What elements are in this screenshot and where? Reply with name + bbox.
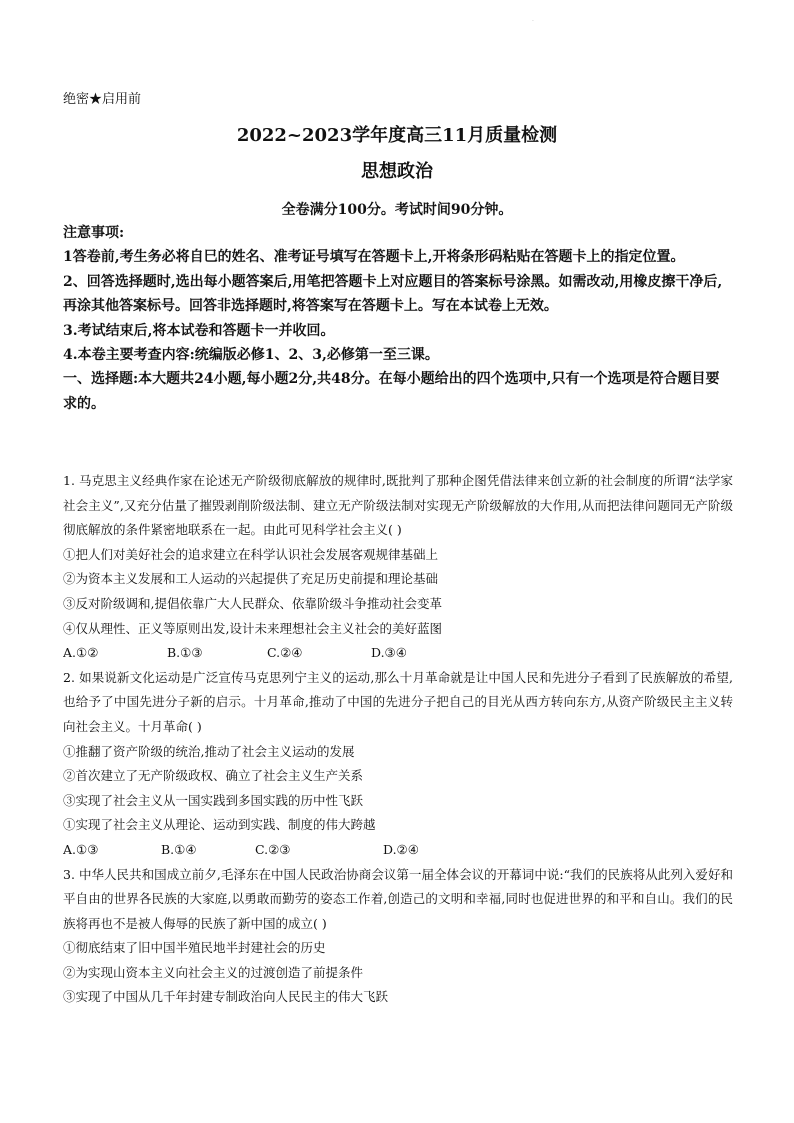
question-1-stem: 1. 马克思主义经典作家在论述无产阶级彻底解放的规律时,既批判了那种企图凭借法律来创立新的社会制度的所谓“法学家社会主义”,又充分估量了摧毁剥削阶级法制、建立无产阶级法制对实现无产阶级解放的大作用,从而把法律问题同无产阶级彻底解放的条件紧密地联系在一起。由此可见科学社会主义( ) — [63, 473, 733, 538]
choice-c: C.②④ — [267, 645, 303, 661]
question-1-option: ②为资本主义发展和工人运动的兴起提供了充足历史前提和理论基础 — [63, 571, 439, 587]
choice-d: D.②④ — [383, 841, 419, 857]
question-3-option: ①彻底结束了旧中国半殖民地半封建社会的历史 — [63, 940, 326, 956]
question-2-option: ①实现了社会主义从理论、运动到实践、制度的伟大跨越 — [63, 817, 376, 833]
score-line: 全卷满分100分。考试时间90分钟。 — [281, 202, 513, 218]
question-2-option: ②首次建立了无产阶级政权、确立了社会主义生产关系 — [63, 768, 364, 784]
exam-title: 2022~2023学年度高三11月质量检测 — [236, 125, 558, 146]
question-1-choices — [63, 641, 733, 666]
notice-item: 4.本卷主要考查内容:统编版必修1、2、3,必修第一至三课。 — [63, 347, 439, 364]
question-3-option: ②为实现山资本主义向社会主义的过渡创造了前提条件 — [63, 964, 364, 980]
question-1-option: ③反对阶级调和,提倡依靠广大人民群众、依靠阶级斗争推动社会变革 — [63, 595, 442, 611]
question-3-stem: 3. 中华人民共和国成立前夕,毛泽东在中国人民政治协商会议第一届全体会议的开幕词中说:“我们的民族将从此列入爱好和平自由的世界各民族的大家庭,以勇敢而勤劳的姿态工作着,创造己的文明和幸福,同时也促进世界的和平和自山。我们的民族将再也不是被人侮辱的民族了新中国的成立( ) — [63, 866, 733, 931]
notice-item: 3.考试结束后,将本试卷和答题卡一并收回。 — [63, 322, 335, 339]
notice-item: 1答卷前,考生务必将自巳的姓名、准考证号填写在答题卡上,开将条形码粘贴在答题卡上的指定位置。 — [63, 249, 685, 266]
choice-a: A.①② — [63, 645, 99, 661]
section-title: 一、选择题:本大题共24小题,每小题2分,共48分。在每小题给出的四个选项中,只有一个选项是符合题目要求的。 — [63, 371, 720, 412]
exam-subject: 思想政治 — [361, 161, 433, 182]
choice-a: A.①③ — [63, 841, 99, 857]
notices-block — [63, 221, 733, 416]
choice-b: B.①③ — [167, 645, 203, 661]
choice-b: B.①④ — [161, 841, 197, 857]
question-1-option: ④仅从理性、正义等原则出发,设计未来理想社会主义社会的美好蓝图 — [63, 620, 442, 636]
notices-heading: 注意事项: — [63, 225, 125, 241]
question-2-stem: 2. 如果说新文化运动是广泛宣传马克思列宁主义的运动,那么十月革命就是让中国人民和先进分子看到了民族解放的希望,也给予了中国先进分子新的启示。十月革命,推动了中国的先进分子把自己的目光从西方转向东方,从资产阶级民主主义转向社会主义。十月革命( ) — [63, 669, 733, 734]
question-2-option: ①推翻了资产阶级的统治,推动了社会主义运动的发展 — [63, 743, 355, 759]
questions-block — [63, 469, 733, 1010]
question-3-option: ③实现了中国从几千年封建专制政治向人民民主的伟大飞跃 — [63, 989, 389, 1005]
question-1-option: ①把人们对美好社会的追求建立在科学认识社会发展客观规律基础上 — [63, 546, 439, 562]
question-2-choices — [63, 838, 733, 863]
choice-d: D.③④ — [371, 645, 407, 661]
secret-label: 绝密★启用前 — [63, 92, 142, 107]
question-2-option: ③实现了社会主义从一国实践到多国实践的历中性飞跃 — [63, 792, 364, 808]
notice-item: 2、回答选择题时,选出每小题答案后,用笔把答题卡上对应题目的答案标号涂黑。如需改动,用橡皮擦干净后,再涂其他答案标号。回答非选择题时,将答案写在答题卡上。写在本试卷上无效。 — [63, 273, 723, 315]
top-mark: · — [532, 18, 534, 25]
choice-c: C.②③ — [255, 841, 291, 857]
